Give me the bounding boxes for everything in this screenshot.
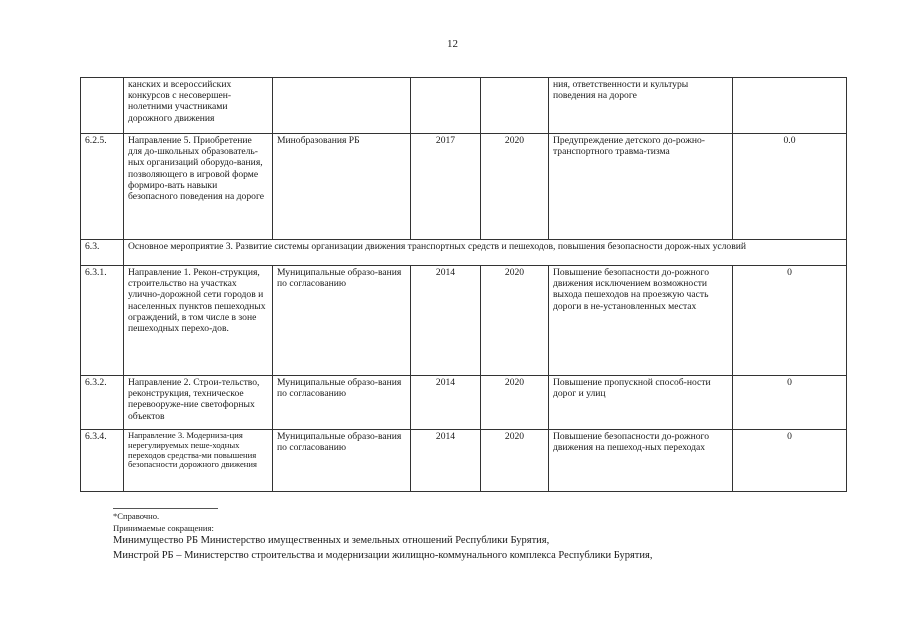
row-number xyxy=(81,78,124,134)
indicator-value: 0.0 xyxy=(733,134,847,240)
end-year: 2020 xyxy=(481,376,549,430)
table-row xyxy=(81,266,847,376)
expected-result: Повышение безопасности до-рожного движения на пешеход-ных переходах xyxy=(549,430,733,492)
executor: Муниципальные образо-вания по согласованию xyxy=(273,430,411,492)
row-number: 6.3.2. xyxy=(81,376,124,430)
executor: Муниципальные образо-вания по согласованию xyxy=(273,376,411,430)
indicator-value: 0 xyxy=(733,266,847,376)
start-year: 2014 xyxy=(411,430,481,492)
indicator-value xyxy=(733,78,847,134)
measures-table xyxy=(80,77,847,492)
row-number: 6.3. xyxy=(81,240,124,266)
table-row xyxy=(81,430,847,492)
measure-name: Направление 1. Рекон-струкция, строительство на участках улично-дорожной сети городов и населенных пунктов пешеходных ограждений, в том числе в зоне пешеходных перехо-дов. xyxy=(124,266,273,376)
row-number: 6.2.5. xyxy=(81,134,124,240)
footnote-reference: *Справочно. xyxy=(113,511,160,521)
indicator-value: 0 xyxy=(733,430,847,492)
measure-name: Направление 2. Строи-тельство, реконструкция, техническое перевооруже-ние светофорных объектов xyxy=(124,376,273,430)
table-row xyxy=(81,376,847,430)
abbreviation-line-2: Минстрой РБ – Министерство строительства и модернизации жилищно-коммунального комплекса Республики Бурятия, xyxy=(113,550,653,561)
executor: Муниципальные образо-вания по согласованию xyxy=(273,266,411,376)
measure-name: канских и всероссийских конкурсов с несовершен-нолетними участниками дорожного движения xyxy=(124,78,273,134)
end-year: 2020 xyxy=(481,266,549,376)
abbreviations-title: Принимаемые сокращения: xyxy=(113,523,214,533)
main-measure-title: Основное мероприятие 3. Развитие системы организации движения транспортных средств и пешеходов, повышения безопасности дорож-ных условий xyxy=(124,240,847,266)
start-year: 2014 xyxy=(411,266,481,376)
start-year: 2014 xyxy=(411,376,481,430)
row-number: 6.3.1. xyxy=(81,266,124,376)
expected-result: Предупреждение детского до-рожно-транспортного травма-тизма xyxy=(549,134,733,240)
table-row xyxy=(81,240,847,266)
row-number: 6.3.4. xyxy=(81,430,124,492)
start-year xyxy=(411,78,481,134)
expected-result: ния, ответственности и культуры поведения на дороге xyxy=(549,78,733,134)
abbreviation-line-1: Минимущество РБ Министерство имущественных и земельных отношений Республики Бурятия, xyxy=(113,535,550,546)
expected-result: Повышение безопасности до-рожного движения исключением возможности выхода пешеходов на проезжую часть дороги в не-установленных местах xyxy=(549,266,733,376)
end-year xyxy=(481,78,549,134)
footnote-divider xyxy=(113,508,218,509)
measure-name: Направление 5. Приобретение для до-школьных образователь-ных организаций оборудо-вания, позволяющего в игровой форме формиро-вать навыки безопасного поведения на дороге xyxy=(124,134,273,240)
measure-name: Направление 3. Модерниза-ция нерегулируемых пеше-ходных переходов средства-ми повышения безопасности дорожного движения xyxy=(124,430,273,492)
indicator-value: 0 xyxy=(733,376,847,430)
page-number: 12 xyxy=(447,38,458,50)
table-row xyxy=(81,78,847,134)
end-year: 2020 xyxy=(481,430,549,492)
start-year: 2017 xyxy=(411,134,481,240)
expected-result: Повышение пропускной способ-ности дорог и улиц xyxy=(549,376,733,430)
executor: Минобразования РБ xyxy=(273,134,411,240)
executor xyxy=(273,78,411,134)
end-year: 2020 xyxy=(481,134,549,240)
table-row xyxy=(81,134,847,240)
